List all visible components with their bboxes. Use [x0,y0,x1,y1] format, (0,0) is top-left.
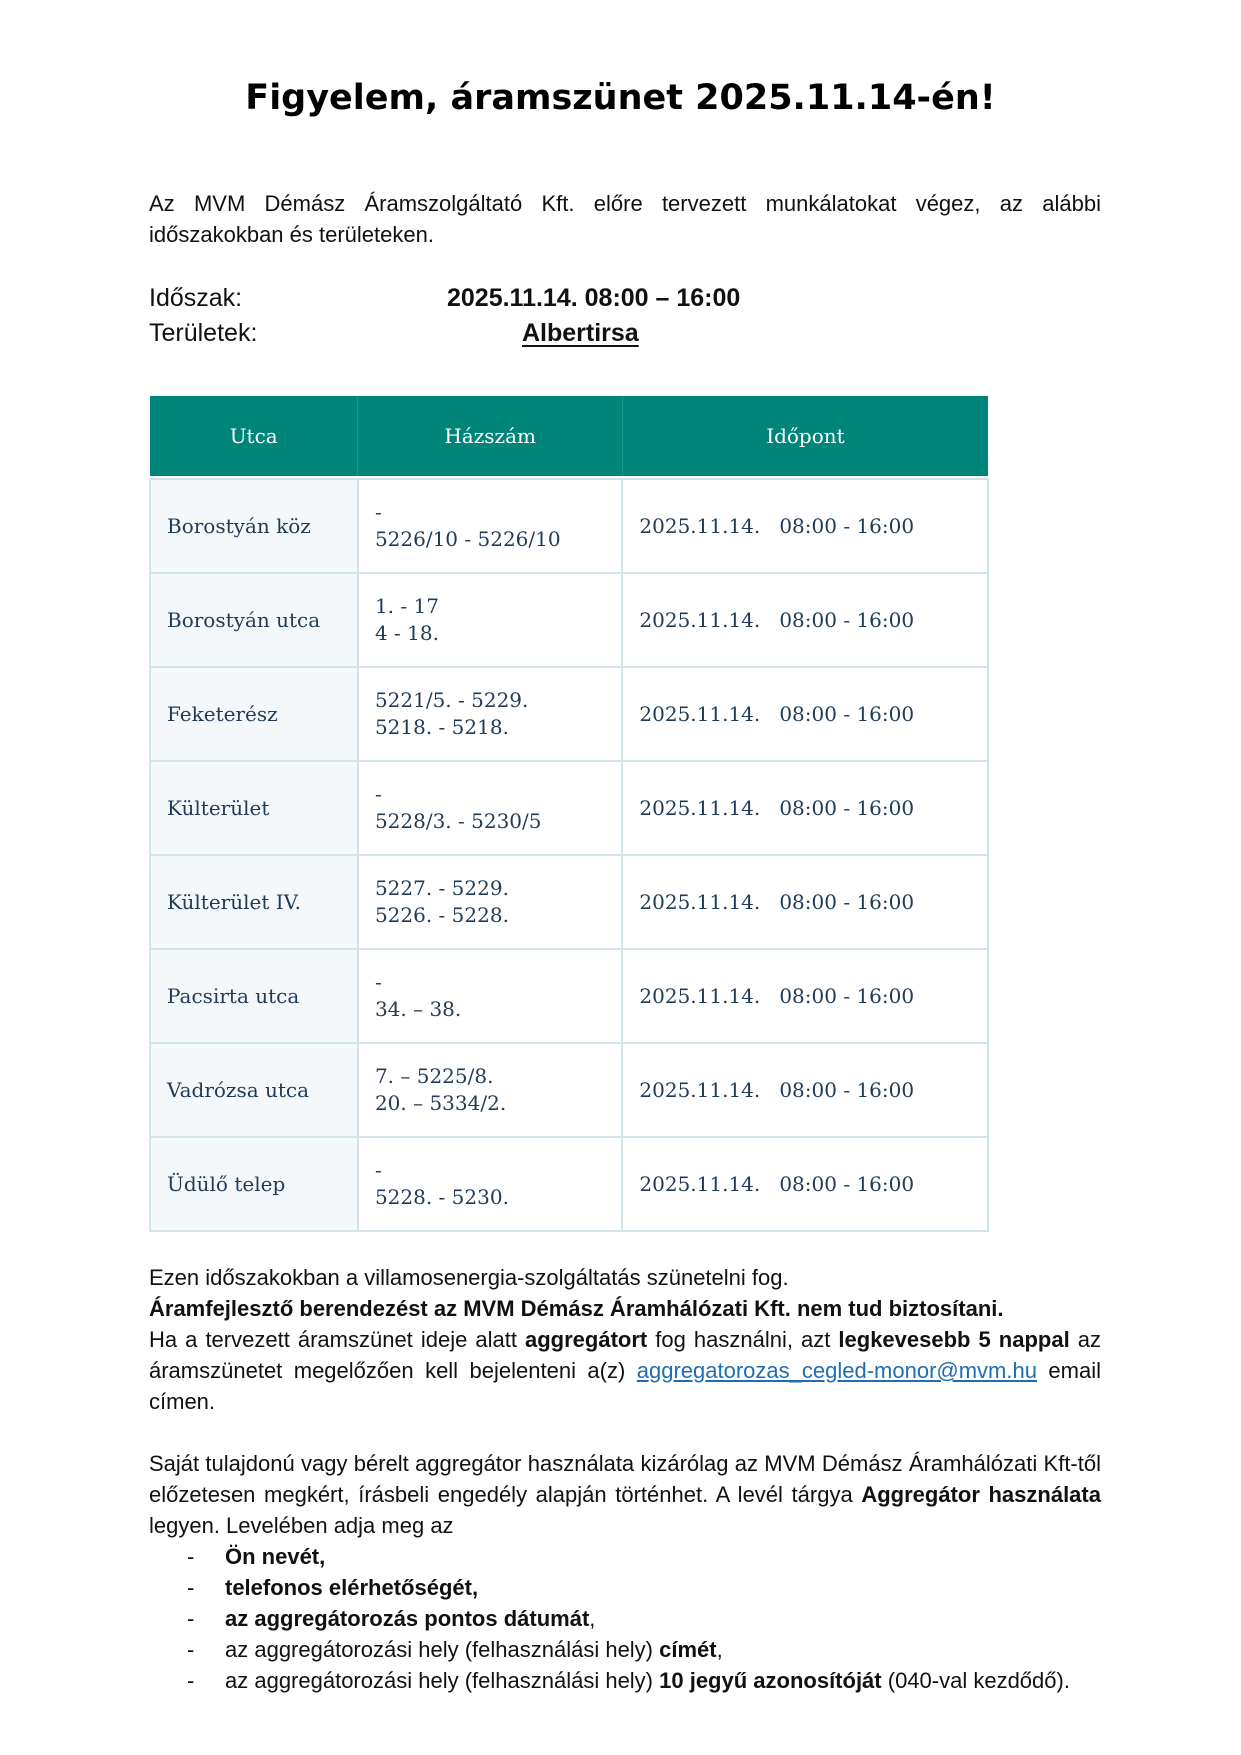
table-row [150,667,988,761]
header-street: Utca [150,396,358,476]
table-row [150,761,988,855]
intro-paragraph: Az MVM Démász Áramszolgáltató Kft. előre tervezett munkálatokat végez, az alábbi időszakokban és területeken. [149,191,1101,247]
table-row [150,573,988,667]
house-number-cell: - 5228. - 5230. [358,1137,622,1231]
table-row [150,949,988,1043]
own-aggregator-paragraph: Saját tulajdonú vagy bérelt aggregátor használata kizárólag az MVM Démász Áramhálózati Kft-től előzetesen megkért, írásbeli engedély alapján történhet. A levél tárgya Aggregátor használata legyen. Levelében adja meg az [149,1451,1101,1538]
period-value: 2025.11.14. 08:00 – 16:00 [447,284,741,312]
list-item: - Ön nevét, [187,1544,326,1569]
areas-label: Területek: [149,319,258,347]
table-header-row [150,396,988,476]
table-row [150,1043,988,1137]
street-cell: Külterület IV. [150,855,358,949]
street-cell: Borostyán köz [150,479,358,573]
house-number-cell: 5227. - 5229. 5226. - 5228. [358,855,622,949]
house-number-cell: 7. – 5225/8. 20. – 5334/2. [358,1043,622,1137]
time-cell: 2025.11.14. 08:00 - 16:00 [622,667,988,761]
street-cell: Feketerész [150,667,358,761]
street-cell: Borostyán utca [150,573,358,667]
street-cell: Külterület [150,761,358,855]
house-number-cell: - 34. – 38. [358,949,622,1043]
house-number-cell: 5221/5. - 5229. 5218. - 5218. [358,667,622,761]
outage-table [149,396,989,1232]
notice-line-2: Áramfejlesztő berendezést az MVM Démász Áramhálózati Kft. nem tud biztosítani. [149,1296,1004,1321]
period-label: Időszak: [149,284,243,312]
required-info-list [149,1541,1101,1696]
list-item: - telefonos elérhetőségét, [187,1575,479,1600]
time-cell: 2025.11.14. 08:00 - 16:00 [622,949,988,1043]
table-row [150,479,988,573]
list-item: - az aggregátorozás pontos dátumát, [187,1606,596,1631]
street-cell: Pacsirta utca [150,949,358,1043]
house-number-cell: - 5228/3. - 5230/5 [358,761,622,855]
house-number-cell: 1. - 17 4 - 18. [358,573,622,667]
time-cell: 2025.11.14. 08:00 - 16:00 [622,479,988,573]
street-cell: Üdülő telep [150,1137,358,1231]
page-title: Figyelem, áramszünet 2025.11.14-én! [245,78,996,118]
time-cell: 2025.11.14. 08:00 - 16:00 [622,761,988,855]
list-item: - az aggregátorozási hely (felhasználási hely) 10 jegyű azonosítóját (040-val kezdődő). [187,1668,1070,1693]
notice-line-1: Ezen időszakokban a villamosenergia-szolgáltatás szünetelni fog. [149,1265,789,1290]
house-number-cell: - 5226/10 - 5226/10 [358,479,622,573]
header-time: Időpont [622,396,988,476]
street-cell: Vadrózsa utca [150,1043,358,1137]
list-item: - az aggregátorozási hely (felhasználási hely) címét, [187,1637,723,1662]
areas-value: Albertirsa [522,319,639,347]
time-cell: 2025.11.14. 08:00 - 16:00 [622,1043,988,1137]
time-cell: 2025.11.14. 08:00 - 16:00 [622,573,988,667]
email-link[interactable]: aggregatorozas_cegled-monor@mvm.hu [636,1358,1037,1383]
aggregator-notice-paragraph: Ha a tervezett áramszünet ideje alatt aggregátort fog használni, azt legkevesebb 5 nappal az áramszünetet megelőzően kell bejelenteni a(z) aggregatorozas_cegled-monor@mvm.hu email címen. [149,1327,1101,1414]
header-house-number: Házszám [358,396,622,476]
table-row [150,1137,988,1231]
time-cell: 2025.11.14. 08:00 - 16:00 [622,855,988,949]
time-cell: 2025.11.14. 08:00 - 16:00 [622,1137,988,1231]
notice-section [149,1262,1101,1696]
table-row [150,855,988,949]
